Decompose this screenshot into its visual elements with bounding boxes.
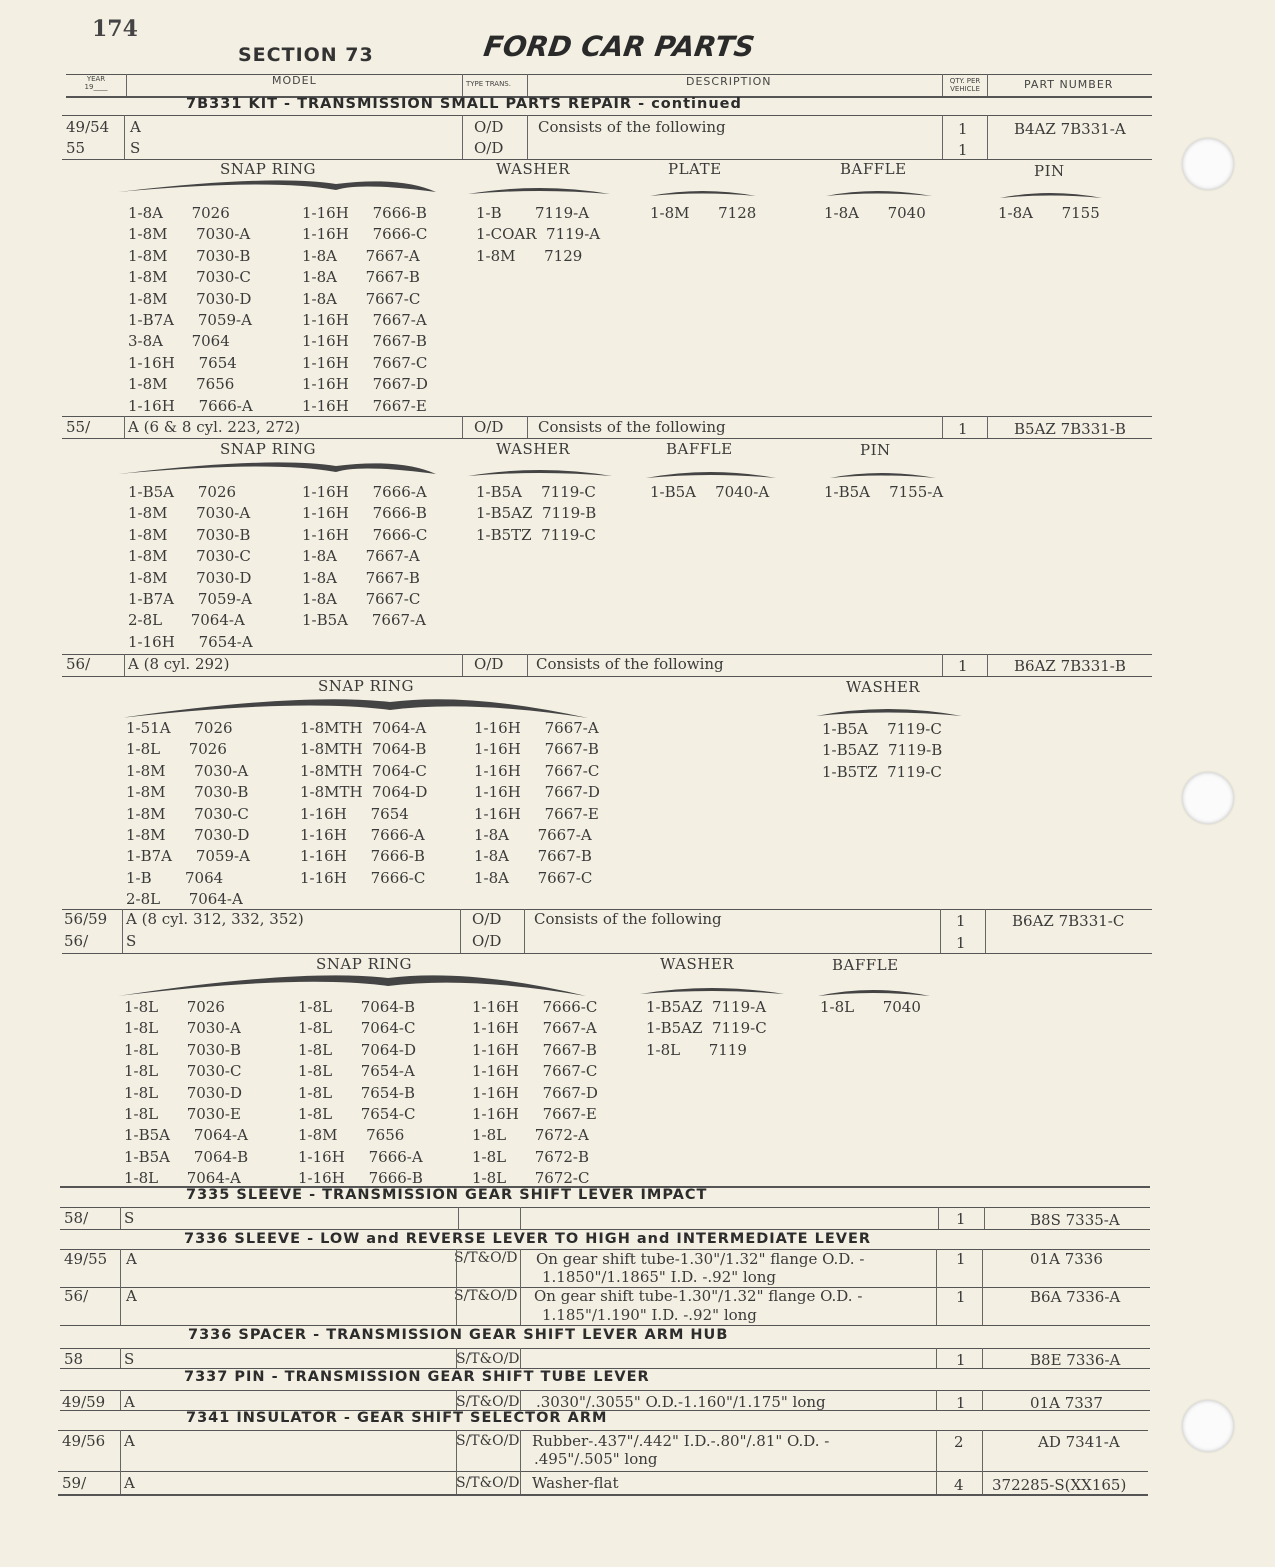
row-model: A: [124, 1474, 135, 1492]
part-list-entry: 1-8M 7030-A: [128, 225, 251, 244]
part-list-entry: 1-16H 7667-A: [474, 719, 599, 737]
part-list-entry: 1-8A 7040: [824, 204, 926, 222]
row-trans: O/D: [472, 932, 502, 950]
section-label: SECTION 73: [238, 44, 374, 66]
row-trans: O/D: [474, 655, 504, 673]
part-list-entry: 1-16H 7667-B: [472, 1040, 597, 1059]
row-trans: S/T&O/D: [456, 1433, 520, 1449]
part-list-entry: 1-8M 7128: [650, 204, 757, 222]
row-trans: S/T&O/D: [454, 1288, 518, 1304]
part-list-entry: 1-16H 7667-D: [474, 783, 600, 802]
page-title: FORD CAR PARTS: [481, 30, 757, 63]
row-model: A (6 & 8 cyl. 223, 272): [128, 418, 301, 436]
part-list-entry: 1-16H 7666-B: [298, 1169, 423, 1188]
row-year: 58/: [64, 1209, 89, 1227]
row-model: A: [126, 1250, 137, 1268]
part-list-entry: 2-8L 7064-A: [128, 611, 245, 630]
row-trans: S/T&O/D: [456, 1394, 520, 1410]
row-year: 56/: [64, 932, 89, 950]
group-column: [124, 998, 248, 1191]
part-list-entry: 1-16H 7667-E: [472, 1104, 597, 1123]
part-list-entry: 1-8M 7030-D: [126, 825, 250, 844]
row-description: Consists of the following: [536, 655, 724, 673]
row-part-number: B6AZ 7B331-C: [1012, 912, 1125, 930]
col-header-description: DESCRIPTION: [686, 75, 772, 88]
row-model: S: [124, 1350, 135, 1368]
row-description-line2: 1.185"/1.190" I.D. -.92" long: [542, 1306, 757, 1324]
section-heading-7336-sleeve: 7336 SLEEVE - LOW and REVERSE LEVER TO HIGH and INTERMEDIATE LEVER: [184, 1231, 872, 1247]
row-description: .3030"/.3055" O.D.-1.160"/1.175" long: [536, 1393, 826, 1411]
part-list-entry: 1-8L 7030-D: [124, 1083, 242, 1102]
row-qty: 1: [956, 1394, 966, 1412]
part-list-entry: 1-16H 7666-C: [472, 998, 598, 1016]
group-caption: PIN: [860, 441, 891, 459]
part-list-entry: 1-16H 7654: [128, 353, 237, 372]
part-list-entry: 1-8M 7129: [476, 246, 583, 265]
row-description-line2: .495"/.505" long: [534, 1450, 658, 1468]
group-column: [472, 998, 598, 1191]
part-list-entry: 1-8L 7030-B: [124, 1040, 241, 1059]
part-list-entry: 1-B5A 7155-A: [824, 483, 944, 501]
part-list-entry: 3-8A 7064: [128, 332, 230, 351]
group-caption: BAFFLE: [840, 160, 907, 178]
group-caption: SNAP RING: [318, 677, 414, 695]
part-list-entry: 1-B5AZ 7119-B: [822, 741, 943, 760]
row-part-number: B4AZ 7B331-A: [1014, 120, 1126, 138]
part-list-entry: 1-8M 7656: [298, 1126, 405, 1145]
page-number: 174: [92, 16, 138, 42]
part-list-entry: 1-16H 7666-B: [302, 504, 427, 523]
part-list-entry: 1-B5A 7064-B: [124, 1147, 249, 1166]
row-qty: 1: [956, 1210, 966, 1228]
row-year: 49/54: [66, 118, 110, 136]
part-list-entry: 1-8A 7667-A: [302, 547, 420, 566]
part-list-entry: 1-8A 7667-B: [474, 847, 592, 866]
col-header-qty: QTY. PER VEHICLE: [949, 77, 981, 93]
part-list-entry: 1-B7A 7059-A: [128, 589, 252, 608]
part-list-entry: 1-B 7064: [126, 868, 224, 887]
part-list-entry: 1-8L 7026: [126, 740, 227, 759]
part-list-entry: 1-8M 7030-D: [128, 568, 252, 587]
row-qty: 1: [956, 1288, 966, 1306]
part-list-entry: 1-16H 7667-A: [302, 310, 427, 329]
part-list-entry: 1-8L 7654-A: [298, 1062, 415, 1081]
row-year: 49/55: [64, 1250, 108, 1268]
row-trans: O/D: [474, 418, 504, 436]
part-list-entry: 1-B5A 7119-C: [822, 720, 942, 738]
row-year: 56/59: [64, 910, 108, 928]
group-caption: PIN: [1034, 162, 1065, 180]
group-caption: PLATE: [668, 160, 722, 178]
row-model: S: [130, 139, 141, 157]
part-list-entry: 1-8L 7030-C: [124, 1062, 242, 1081]
part-list-entry: 1-8L 7672-B: [472, 1147, 589, 1166]
row-model: A: [126, 1287, 137, 1305]
part-list-entry: 2-8L 7064-A: [126, 890, 243, 909]
part-list-entry: 1-8L 7654-C: [298, 1104, 416, 1123]
part-list-entry: 1-16H 7654-A: [128, 632, 253, 651]
row-description: Rubber-.437"/.442" I.D.-.80"/.81" O.D. -: [532, 1432, 830, 1450]
part-list-entry: 1-8L 7672-A: [472, 1126, 589, 1145]
row-model: S: [126, 932, 137, 950]
part-list-entry: 1-8L 7030-E: [124, 1104, 241, 1123]
row-year: 55/: [66, 418, 91, 436]
section-heading-7341: 7341 INSULATOR - GEAR SHIFT SELECTOR ARM: [186, 1410, 608, 1426]
row-part-number: B5AZ 7B331-B: [1014, 420, 1126, 438]
section-heading-7336-spacer: 7336 SPACER - TRANSMISSION GEAR SHIFT LEVER ARM HUB: [188, 1327, 729, 1343]
row-trans: S/T&O/D: [454, 1250, 518, 1266]
row-trans: O/D: [474, 118, 504, 136]
part-list-entry: 1-B5AZ 7119-A: [646, 998, 767, 1016]
row-description: Washer-flat: [532, 1474, 619, 1492]
part-list-entry: 1-8M 7030-A: [126, 761, 249, 780]
section-heading-7335: 7335 SLEEVE - TRANSMISSION GEAR SHIFT LEVER IMPACT: [186, 1187, 708, 1203]
row-year: 59/: [62, 1474, 87, 1492]
part-list-entry: 1-B5A 7026: [128, 483, 237, 501]
part-list-entry: 1-8L 7030-A: [124, 1019, 241, 1038]
group-column: [298, 998, 423, 1191]
col-header-year: YEAR 19____: [84, 75, 108, 91]
part-list-entry: 1-16H 7667-B: [302, 332, 427, 351]
section-heading-7b331: 7B331 KIT - TRANSMISSION SMALL PARTS REPAIR - continued: [186, 96, 742, 112]
part-list-entry: 1-8A 7667-B: [302, 568, 420, 587]
part-list-entry: 1-16H 7654: [300, 804, 409, 823]
row-qty: 1: [956, 912, 966, 930]
part-list-entry: 1-8MTH 7064-B: [300, 740, 427, 759]
row-model: A: [130, 118, 141, 136]
row-year: 56/: [64, 1287, 89, 1305]
row-description-line2: 1.1850"/1.1865" I.D. -.92" long: [542, 1268, 776, 1286]
part-list-entry: 1-16H 7666-C: [302, 225, 428, 244]
row-qty: 2: [954, 1433, 964, 1451]
row-model: A: [124, 1393, 135, 1411]
section-heading-7337: 7337 PIN - TRANSMISSION GEAR SHIFT TUBE LEVER: [184, 1369, 650, 1385]
row-description: On gear shift tube-1.30"/1.32" flange O.D. -: [534, 1287, 863, 1305]
col-header-model: MODEL: [272, 74, 317, 87]
part-list-entry: 1-16H 7666-C: [300, 868, 426, 887]
row-year: 55: [66, 139, 86, 157]
part-list-entry: 1-8A 7667-C: [302, 589, 421, 608]
group-caption: SNAP RING: [316, 955, 412, 973]
row-year: 58: [64, 1350, 84, 1368]
row-qty: 1: [958, 657, 968, 675]
row-qty: 1: [958, 420, 968, 438]
row-part-number: B8S 7335-A: [1030, 1211, 1120, 1229]
part-list-entry: 1-8MTH 7064-C: [300, 761, 427, 780]
row-description: Consists of the following: [534, 910, 722, 928]
part-list-entry: 1-8M 7030-C: [126, 804, 249, 823]
row-part-number: 372285-S(XX165): [992, 1476, 1127, 1494]
part-list-entry: 1-B5TZ 7119-C: [476, 525, 596, 544]
part-list-entry: 1-8M 7030-B: [128, 246, 251, 265]
part-list-entry: 1-8MTH 7064-A: [300, 719, 427, 737]
row-year: 49/56: [62, 1432, 106, 1450]
part-list-entry: 1-8L 7064-B: [298, 998, 415, 1016]
part-list-entry: 1-B5A 7064-A: [124, 1126, 248, 1145]
part-list-entry: 1-8M 7030-D: [128, 289, 252, 308]
part-list-entry: 1-16H 7666-A: [300, 825, 425, 844]
group-caption: WASHER: [496, 440, 571, 458]
row-model: A (8 cyl. 312, 332, 352): [126, 910, 304, 928]
row-trans: O/D: [472, 910, 502, 928]
group-caption: SNAP RING: [220, 440, 316, 458]
part-list-entry: 1-8L 7026: [124, 998, 225, 1016]
part-list-entry: 1-B5AZ 7119-C: [646, 1019, 767, 1038]
part-list-entry: 1-16H 7666-A: [128, 396, 253, 415]
part-list-entry: 1-51A 7026: [126, 719, 233, 737]
part-list-entry: 1-16H 7666-C: [302, 525, 428, 544]
row-description: Consists of the following: [538, 418, 726, 436]
part-list-entry: 1-16H 7666-B: [302, 204, 427, 222]
part-list-entry: 1-8A 7667-C: [474, 868, 593, 887]
row-model: A (8 cyl. 292): [128, 655, 230, 673]
part-list-entry: 1-B 7119-A: [476, 204, 590, 222]
col-header-part-number: PART NUMBER: [1024, 78, 1114, 91]
group-caption: WASHER: [846, 678, 921, 696]
row-qty: 1: [958, 120, 968, 138]
group-caption: SNAP RING: [220, 160, 316, 178]
part-list-entry: 1-8A 7667-C: [302, 289, 421, 308]
part-list-entry: 1-16H 7667-D: [472, 1083, 598, 1102]
row-qty: 1: [958, 141, 968, 159]
row-trans: S/T&O/D: [456, 1351, 520, 1367]
part-list-entry: 1-8M 7030-C: [128, 547, 251, 566]
part-list-entry: 1-16H 7666-A: [302, 483, 427, 501]
part-list-entry: 1-16H 7667-A: [472, 1019, 597, 1038]
part-list-entry: 1-8M 7030-A: [128, 504, 251, 523]
part-list-entry: 1-16H 7667-E: [302, 396, 427, 415]
part-list-entry: 1-8L 7064-D: [298, 1040, 416, 1059]
part-list-entry: 1-8A 7667-A: [302, 246, 420, 265]
part-list-entry: 1-8L 7654-B: [298, 1083, 415, 1102]
part-list-entry: 1-16H 7667-C: [302, 353, 428, 372]
row-qty: 1: [956, 934, 966, 952]
row-trans: S/T&O/D: [456, 1475, 520, 1491]
group-caption: BAFFLE: [832, 956, 899, 974]
part-list-entry: 1-8L 7064-C: [298, 1019, 416, 1038]
row-qty: 1: [956, 1250, 966, 1268]
row-part-number: B8E 7336-A: [1030, 1351, 1121, 1369]
group-caption: BAFFLE: [666, 440, 733, 458]
part-list-entry: 1-16H 7667-C: [474, 761, 600, 780]
part-list-entry: 1-16H 7667-D: [302, 375, 428, 394]
row-year: 56/: [66, 655, 91, 673]
part-list-entry: 1-B5A 7667-A: [302, 611, 426, 630]
part-list-entry: 1-8L 7672-C: [472, 1169, 590, 1188]
part-list-entry: 1-8L 7119: [646, 1040, 747, 1059]
part-list-entry: 1-8L 7064-A: [124, 1169, 241, 1188]
part-list-entry: 1-8L 7040: [820, 998, 921, 1016]
row-part-number: AD 7341-A: [1038, 1433, 1120, 1451]
part-list-entry: 1-8A 7667-A: [474, 825, 592, 844]
part-list-entry: 1-B7A 7059-A: [126, 847, 250, 866]
part-list-entry: 1-8A 7667-B: [302, 268, 420, 287]
row-part-number: B6AZ 7B331-B: [1014, 657, 1126, 675]
row-description: Consists of the following: [538, 118, 726, 136]
group-column: [820, 998, 921, 1019]
row-model: S: [124, 1209, 135, 1227]
part-list-entry: 1-B5AZ 7119-B: [476, 504, 597, 523]
part-list-entry: 1-16H 7666-A: [298, 1147, 423, 1166]
part-list-entry: 1-8M 7030-B: [128, 525, 251, 544]
part-list-entry: 1-8MTH 7064-D: [300, 783, 428, 802]
part-list-entry: 1-B5A 7040-A: [650, 483, 770, 501]
row-year: 49/59: [62, 1393, 106, 1411]
part-list-entry: 1-8A 7026: [128, 204, 230, 222]
row-part-number: 01A 7336: [1030, 1250, 1103, 1268]
group-caption: WASHER: [496, 160, 571, 178]
part-list-entry: 1-8A 7155: [998, 204, 1100, 222]
col-header-trans: TYPE TRANS.: [466, 80, 511, 88]
group-column: [646, 998, 767, 1062]
row-trans: O/D: [474, 139, 504, 157]
row-qty: 1: [956, 1351, 966, 1369]
row-model: A: [124, 1432, 135, 1450]
part-list-entry: 1-B5A 7119-C: [476, 483, 596, 501]
part-list-entry: 1-8M 7656: [128, 375, 235, 394]
part-list-entry: 1-B7A 7059-A: [128, 310, 252, 329]
part-list-entry: 1-COAR 7119-A: [476, 225, 601, 244]
part-list-entry: 1-16H 7666-B: [300, 847, 425, 866]
part-list-entry: 1-B5TZ 7119-C: [822, 762, 942, 781]
part-list-entry: 1-8M 7030-C: [128, 268, 251, 287]
row-part-number: 01A 7337: [1030, 1394, 1103, 1412]
part-list-entry: 1-16H 7667-C: [472, 1062, 598, 1081]
part-list-entry: 1-16H 7667-B: [474, 740, 599, 759]
row-description: On gear shift tube-1.30"/1.32" flange O.D. -: [536, 1250, 865, 1268]
row-qty: 4: [954, 1476, 964, 1494]
part-list-entry: 1-8M 7030-B: [126, 783, 249, 802]
part-list-entry: 1-16H 7667-E: [474, 804, 599, 823]
group-caption: WASHER: [660, 955, 735, 973]
row-part-number: B6A 7336-A: [1030, 1288, 1121, 1306]
